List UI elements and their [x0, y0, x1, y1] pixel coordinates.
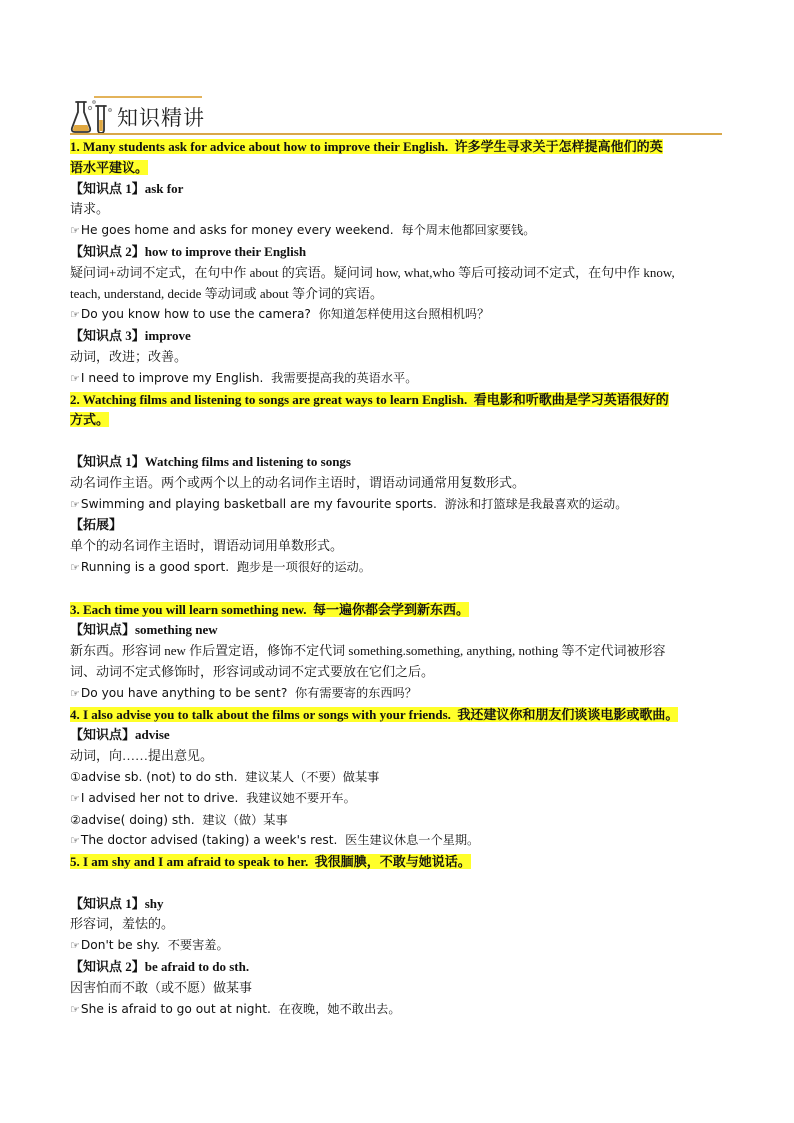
flask-icon: [70, 98, 114, 134]
key-sentence: 5. I am shy and I am afraid to speak to her. 我很腼腆，不敢与她说话。: [70, 854, 471, 870]
pointing-hand-icon: ☞: [70, 497, 80, 511]
pointing-hand-icon: ☞: [70, 224, 80, 238]
blank-line: [70, 431, 725, 452]
knowledge-point-heading: 【知识点 2】how to improve their English: [70, 243, 307, 259]
blank-line: [70, 873, 725, 894]
explanation-text: 动词，向……提出意见。: [70, 748, 214, 764]
explanation-text: 动词，改进；改善。: [70, 348, 188, 364]
key-sentence: 语水平建议。: [70, 159, 149, 175]
pointing-hand-icon: ☞: [70, 1002, 80, 1016]
pointing-hand-icon: ☞: [70, 371, 80, 385]
usage-pattern: ①advise sb. (not) to do sth. 建议某人（不要）做某事: [70, 769, 380, 784]
key-sentence: 2. Watching films and listening to songs are great ways to learn English. 看电影和听歌曲是学习英语很好的: [70, 391, 669, 407]
example-sentence: ☞Don't be shy. 不要害羞。: [70, 938, 229, 953]
explanation-text: 动名词作主语。两个或两个以上的动名词作主语时，谓语动词通常用复数形式。: [70, 474, 526, 490]
knowledge-point-heading: 【知识点 3】improve: [70, 328, 191, 344]
usage-pattern: ②advise( doing) sth. 建议（做）某事: [70, 812, 288, 827]
knowledge-point-heading: 【知识点 1】ask for: [70, 180, 184, 196]
example-sentence: ☞I advised her not to drive. 我建议她不要开车。: [70, 790, 356, 805]
example-sentence: ☞Do you know how to use the camera? 你知道怎样使用这台照相机吗？: [70, 307, 490, 322]
knowledge-point-heading: 【知识点】advise: [70, 727, 170, 743]
explanation-text: teach, understand, decide 等动词或 about 等介词的宾语。: [70, 285, 384, 301]
blank-line: [70, 579, 725, 600]
header-bottom-line: [70, 133, 722, 135]
knowledge-point-heading: 【知识点 1】shy: [70, 895, 164, 911]
pointing-hand-icon: ☞: [70, 560, 80, 574]
knowledge-point-heading: 【知识点】something new: [70, 622, 218, 638]
explanation-text: 因害怕而不敢（或不愿）做某事: [70, 979, 253, 995]
pointing-hand-icon: ☞: [70, 834, 80, 848]
explanation-text: 单个的动名词作主语时，谓语动词用单数形式。: [70, 538, 344, 554]
example-sentence: ☞I need to improve my English. 我需要提高我的英语水平。: [70, 370, 418, 385]
pointing-hand-icon: ☞: [70, 791, 80, 805]
example-sentence: ☞Do you have anything to be sent? 你有需要寄的东西吗？: [70, 685, 417, 700]
knowledge-point-heading: 【知识点 1】Watching films and listening to songs: [70, 453, 351, 469]
knowledge-point-heading: 【知识点 2】be afraid to do sth.: [70, 959, 250, 975]
explanation-text: 请求。: [70, 201, 110, 217]
key-sentence: 方式。: [70, 412, 110, 428]
example-sentence: ☞Swimming and playing basketball are my favourite sports. 游泳和打篮球是我最喜欢的运动。: [70, 496, 628, 511]
key-sentence: 3. Each time you will learn something new. 每一遍你都会学到新东西。: [70, 601, 470, 617]
explanation-text: 新东西。形容词 new 作后置定语，修饰不定代词 something.something, anything, nothing 等不定代词被形容: [70, 643, 666, 659]
key-sentence: 1. Many students ask for advice about how to improve their English. 许多学生寻求关于怎样提高他们的英: [70, 139, 663, 154]
section-header: [70, 92, 722, 136]
explanation-text: 形容词，羞怯的。: [70, 916, 175, 932]
pointing-hand-icon: ☞: [70, 939, 80, 953]
example-sentence: ☞She is afraid to go out at night. 在夜晚，她不敢出去。: [70, 1001, 401, 1016]
explanation-text: 疑问词+动词不定式，在句中作 about 的宾语。疑问词 how, what,who 等后可接动词不定式，在句中作 know,: [70, 264, 675, 280]
example-sentence: ☞The doctor advised (taking) a week's rest. 医生建议休息一个星期。: [70, 833, 480, 848]
lesson-content: [70, 137, 725, 1020]
pointing-hand-icon: ☞: [70, 686, 80, 700]
explanation-text: 词、动词不定式修饰时，形容词或动词不定式要放在它们之后。: [70, 663, 435, 679]
section-title: 知识精讲: [117, 106, 205, 130]
example-sentence: ☞He goes home and asks for money every weekend. 每个周末他都回家要钱。: [70, 223, 536, 238]
pointing-hand-icon: ☞: [70, 308, 80, 322]
knowledge-point-heading: 【拓展】: [70, 517, 123, 533]
example-sentence: ☞Running is a good sport. 跑步是一项很好的运动。: [70, 559, 371, 574]
key-sentence: 4. I also advise you to talk about the films or songs with your friends. 我还建议你和朋友们谈谈电影或歌曲。: [70, 706, 679, 722]
